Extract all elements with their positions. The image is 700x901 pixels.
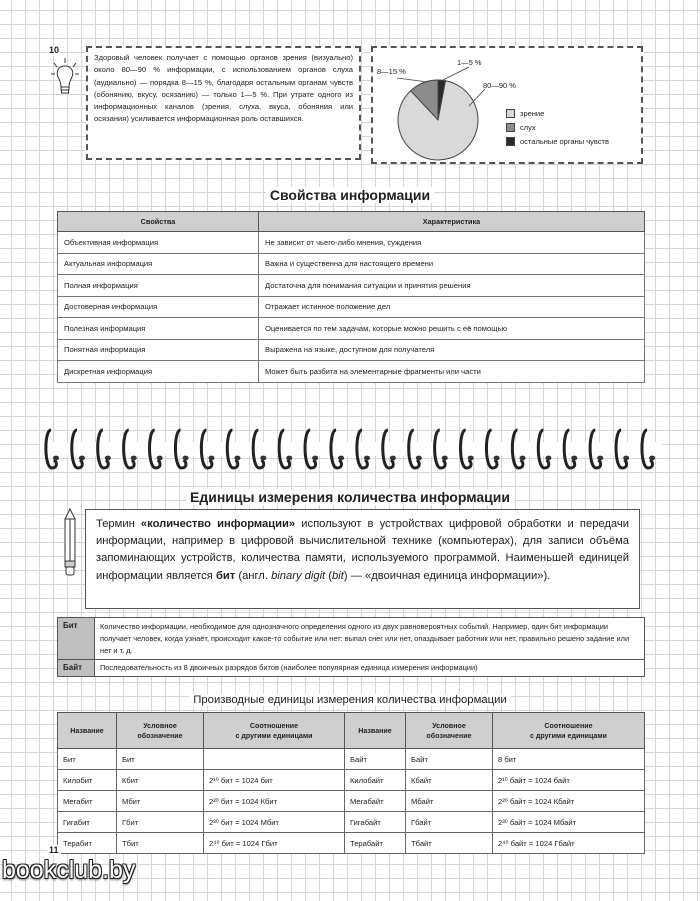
table-row: [58, 275, 645, 297]
table-row: [58, 749, 645, 770]
definition-term: «количество информации»: [140, 518, 296, 530]
property-name: Дискретная информация: [58, 361, 259, 383]
property-name: Понятная информация: [58, 339, 259, 361]
units-title: Единицы измерения количества информации: [0, 489, 700, 505]
pie-chart-panel: [371, 46, 643, 164]
column-header-relation: Соотношение с другими единицами: [493, 713, 645, 749]
table-row: [58, 318, 645, 340]
definition-text: (англ.: [235, 569, 272, 582]
unit-symbol: Мбайт: [406, 791, 493, 812]
fact-text: Здоровый человек получает с помощью органов зрения (визуально) около 80—90 % информации, с использованием органов слуха (аудиально) — порядка 8—15 %, благодаря остальным органам чувств (обонянию, вкусу, осязанию) — только 1—5 %. При утрате одного из информационных каналов (зрения, слуха, вкуса, обоняния или осязания) усиливается информационная роль оставшихся.: [94, 53, 353, 124]
derived-units-table: [57, 712, 645, 854]
unit-relation: 2²⁰ байт = 1024 Кбайт: [493, 791, 645, 812]
unit-relation: 2⁴⁰ бит = 1024 Гбит: [204, 833, 345, 854]
unit-name: Терабайт: [345, 833, 406, 854]
bit-definition: Количество информации, необходимое для однозначного определения одного из двух равновероятных событий. Например, один бит информации получает человек, когда узнаёт, происходит какое-то событие или нет: выпал снег или нет, опаздывает работник или нет, правильно решено задание или нет и т. д.: [95, 618, 645, 660]
column-header-name: Название: [345, 713, 406, 749]
table-row: [58, 618, 645, 660]
property-description: Важна и существенна для настоящего времени: [259, 253, 645, 275]
property-name: Полезная информация: [58, 318, 259, 340]
column-header-description: Характеристика: [259, 212, 645, 232]
legend-label: зрение: [520, 108, 545, 118]
derived-units-title: Производные единицы измерения количества информации: [0, 694, 700, 706]
byte-definition: Последовательность из 8 двоичных разрядов битов (наиболее популярная единица измерения информации): [95, 660, 645, 677]
legend-item-hearing: [506, 120, 609, 134]
pie-chart: [373, 48, 513, 162]
legend-item-other: [506, 134, 609, 148]
table-header-row: [58, 212, 645, 232]
watermark-domain: .by: [102, 856, 136, 884]
unit-relation: 2³⁰ бит = 1024 Мбит: [204, 812, 345, 833]
property-name: Полная информация: [58, 275, 259, 297]
spiral-binding: [40, 424, 662, 474]
unit-symbol: Бит: [117, 749, 204, 770]
unit-name: Килобит: [58, 770, 117, 791]
legend-item-vision: [506, 106, 609, 120]
unit-name: Мегабит: [58, 791, 117, 812]
legend-label: слух: [520, 122, 536, 132]
definition-english: bit: [332, 569, 344, 582]
table-row: [58, 253, 645, 275]
table-row: [58, 339, 645, 361]
page-number-bottom: 11: [49, 845, 59, 855]
table-row: [58, 833, 645, 854]
unit-symbol: Гбайт: [406, 812, 493, 833]
legend-swatch: [506, 123, 515, 132]
unit-symbol: Мбит: [117, 791, 204, 812]
unit-name: Мегабайт: [345, 791, 406, 812]
pencil-icon: [58, 507, 82, 579]
property-description: Отражает истинное положение дел: [259, 296, 645, 318]
unit-name: Гигабит: [58, 812, 117, 833]
definition-text: используют в устройствах цифровой обработки и передачи информации, например в цифровой вычислительной технике (компьютерах), для записи объёма запоминающих устройств, количества памяти, используемого программой. Наименьшей единицей информации является: [96, 518, 629, 582]
unit-relation: 2¹⁰ бит = 1024 бит: [204, 770, 345, 791]
unit-relation: [204, 749, 345, 770]
pie-label-other: 1—5 %: [457, 58, 482, 67]
page-number-top: 10: [49, 45, 60, 55]
table-row: [58, 812, 645, 833]
legend-swatch: [506, 109, 515, 118]
unit-relation: 2¹⁰ байт = 1024 байт: [493, 770, 645, 791]
properties-title: Свойства информации: [0, 187, 700, 203]
unit-symbol: Байт: [406, 749, 493, 770]
table-row: [58, 791, 645, 812]
unit-symbol: Кбайт: [406, 770, 493, 791]
bit-byte-table: [57, 617, 645, 677]
table-row: [58, 361, 645, 383]
definition-english: binary digit: [271, 569, 326, 582]
fact-box: [86, 46, 361, 160]
pie-legend: [506, 106, 609, 148]
bit-term: Бит: [58, 618, 95, 660]
definition-text: Термин: [96, 518, 141, 530]
watermark-text: bookclub: [2, 856, 103, 884]
unit-relation: 2⁴⁰ байт = 1024 Гбайт: [493, 833, 645, 854]
byte-term: Байт: [58, 660, 95, 677]
property-description: Может быть разбита на элементарные фрагменты или части: [259, 361, 645, 383]
unit-name: Байт: [345, 749, 406, 770]
unit-name: Гигабайт: [345, 812, 406, 833]
unit-symbol: Тбайт: [406, 833, 493, 854]
property-name: Объективная информация: [58, 232, 259, 254]
pie-leader-line: [443, 67, 469, 80]
property-description: Выражена на языке, доступном для получателя: [259, 339, 645, 361]
property-description: Не зависит от чьего-либо мнения, суждения: [259, 232, 645, 254]
column-header-name: Название: [58, 713, 117, 749]
unit-relation: 2²⁰ бит = 1024 Кбит: [204, 791, 345, 812]
definition-box: [85, 509, 640, 609]
column-header-symbol: Условное обозначение: [406, 713, 493, 749]
table-row: [58, 770, 645, 791]
unit-symbol: Тбит: [117, 833, 204, 854]
legend-label: остальные органы чувств: [520, 136, 609, 146]
legend-swatch: [506, 137, 515, 146]
table-row: [58, 296, 645, 318]
watermark: [2, 856, 135, 885]
property-name: Достоверная информация: [58, 296, 259, 318]
pie-label-hearing: 8—15 %: [377, 67, 406, 76]
property-description: Оценивается по тем задачам, которые можно решить с её помощью: [259, 318, 645, 340]
properties-table: [57, 211, 645, 383]
unit-relation: 2³⁰ байт = 1024 Мбайт: [493, 812, 645, 833]
pie-label-vision: 80—90 %: [483, 81, 516, 90]
lightbulb-icon: [50, 57, 80, 99]
unit-symbol: Кбит: [117, 770, 204, 791]
unit-symbol: Гбит: [117, 812, 204, 833]
table-row: [58, 660, 645, 677]
definition-text: ) — «двоичная единица информации»).: [343, 569, 551, 582]
definition-bit: бит: [215, 569, 236, 582]
spiral-strip: [40, 442, 662, 456]
property-name: Актуальная информация: [58, 253, 259, 275]
unit-name: Терабит: [58, 833, 117, 854]
column-header-symbol: Условное обозначение: [117, 713, 204, 749]
pie-leader-line: [397, 78, 428, 82]
definition-text: (: [325, 569, 333, 582]
property-description: Достаточна для понимания ситуации и принятия решения: [259, 275, 645, 297]
column-header-property: Свойства: [58, 212, 259, 232]
unit-relation: 8 бит: [493, 749, 645, 770]
table-row: [58, 232, 645, 254]
unit-name: Килобайт: [345, 770, 406, 791]
unit-name: Бит: [58, 749, 117, 770]
table-header-row: [58, 713, 645, 749]
column-header-relation: Соотношение с другими единицами: [204, 713, 345, 749]
